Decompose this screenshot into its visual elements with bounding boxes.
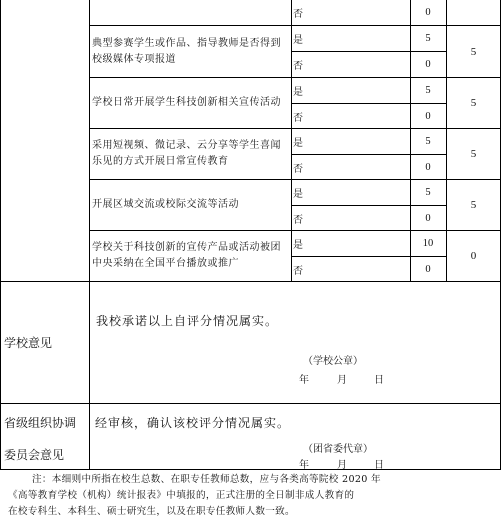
- committee-statement: 经审核，确认该校评分情况属实。: [95, 416, 291, 430]
- committee-label-line1: 省级组织协调: [4, 416, 77, 430]
- option-score: 0: [425, 7, 431, 18]
- option-label: 否: [293, 61, 303, 72]
- option-score: 5: [425, 136, 431, 147]
- option-label: 是: [293, 189, 303, 200]
- date-year: 年: [299, 375, 309, 386]
- table-border-bottom: [0, 469, 501, 470]
- criterion-text: 开展区域交流或校际交流等活动: [92, 199, 239, 210]
- date-month: 月: [337, 375, 347, 386]
- option-label: 否: [293, 163, 303, 175]
- date-day: 日: [374, 460, 384, 471]
- committee-seal: （团省委代章）: [303, 444, 373, 455]
- school-seal: （学校公章）: [303, 356, 363, 367]
- option-label: 否: [293, 214, 303, 226]
- committee-label-line2: 委员会意见: [4, 448, 65, 462]
- criterion-text: 学校关于科技创新的宣传产品或活动被团中央采纳在全国平台播放或推广: [92, 242, 281, 269]
- footnote-line: 《高等教育学校（机构）统计报表》中填报的，正式注册的全日制非成人教育的: [8, 490, 355, 501]
- criterion-text: 典型参赛学生或作品、指导教师是否得到校级媒体专项报道: [92, 37, 281, 65]
- date-year: 年: [299, 460, 309, 471]
- option-label: 是: [293, 35, 303, 46]
- school-opinion-label: 学校意见: [4, 336, 53, 350]
- option-label: 否: [293, 9, 303, 20]
- date-day: 日: [374, 375, 384, 386]
- option-score: 0: [425, 161, 431, 173]
- max-score: 0: [470, 250, 477, 262]
- option-label: 是: [293, 87, 303, 98]
- option-label: 否: [293, 112, 303, 124]
- max-score: 5: [470, 148, 477, 160]
- option-score: 5: [425, 187, 431, 198]
- criterion-text: 采用短视频、微记录、云分享等学生喜闻乐见的方式开展日常宣传教育: [92, 140, 281, 167]
- max-score: 5: [470, 45, 477, 58]
- footnote-line: 在校专科生、本科生、硕士研究生，以及在职专任教师人数一致。: [8, 506, 295, 517]
- option-score: 0: [425, 263, 431, 275]
- max-score: 5: [470, 97, 477, 109]
- option-label: 是: [293, 138, 303, 149]
- option-score: 0: [425, 212, 431, 224]
- date-month: 月: [337, 460, 347, 471]
- footnote-line: 注：本细则中所指在校生总数、在职专任教师总数，应与各类高等院校 2020 年: [32, 474, 381, 485]
- criterion-text: 学校日常开展学生科技创新相关宣传活动: [92, 97, 281, 108]
- section-divider: [0, 403, 501, 404]
- option-score: 5: [425, 85, 431, 96]
- option-label: 是: [293, 240, 303, 251]
- option-score: 0: [425, 110, 431, 122]
- option-score: 10: [422, 238, 434, 249]
- max-score: 5: [470, 199, 477, 211]
- option-score: 0: [425, 59, 431, 70]
- school-statement: 我校承诺以上自评分情况属实。: [96, 314, 279, 328]
- footnote: [8, 472, 494, 520]
- option-label: 否: [293, 265, 303, 277]
- option-score: 5: [425, 33, 431, 44]
